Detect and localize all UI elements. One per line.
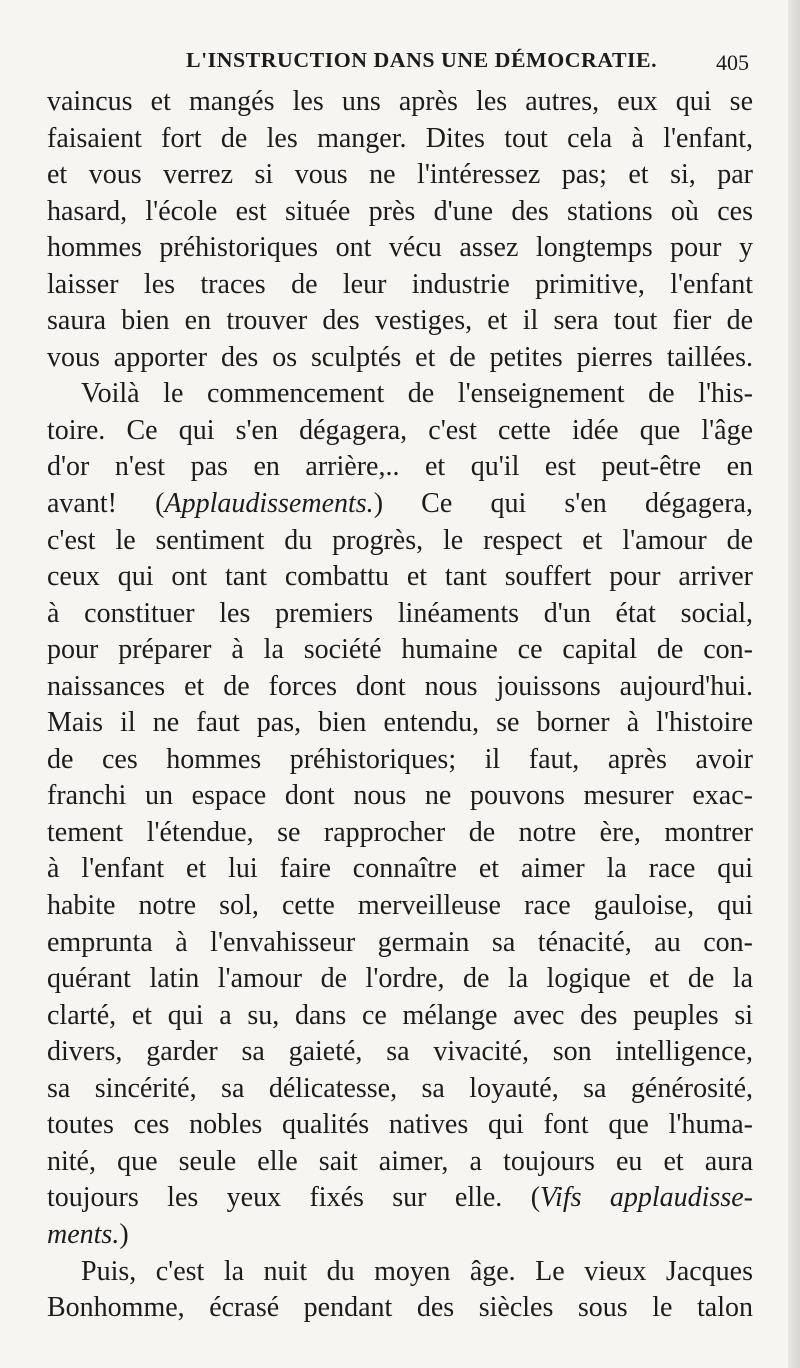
running-title: L'INSTRUCTION DANS UNE DÉMOCRATIE. xyxy=(186,48,658,72)
page-header xyxy=(0,44,800,84)
italic-text: Vifs applaudisse- xyxy=(540,1182,753,1214)
body-text xyxy=(47,84,753,1327)
text-line: quérant latin l'amour de l'ordre, de la logique et de la xyxy=(47,963,753,995)
text-line: habite notre sol, cette merveilleuse race gauloise, qui xyxy=(47,890,753,922)
text-line: saura bien en trouver des vestiges, et il sera tout fier de xyxy=(47,305,753,337)
text-line: Voilà le commencement de l'enseignement de l'his- xyxy=(81,378,753,410)
text-line: d'or n'est pas en arrière,.. et qu'il est peut-être en xyxy=(47,451,753,483)
text-line: c'est le sentiment du progrès, le respect et l'amour de xyxy=(47,524,753,556)
text-line: Bonhomme, écrasé pendant des siècles sous le talon xyxy=(47,1292,753,1324)
text-line: ments.) xyxy=(47,1218,129,1250)
text-line: avant! (Applaudissements.) Ce qui s'en dégagera, xyxy=(47,488,753,520)
italic-text: Applaudissements. xyxy=(164,488,374,520)
text-line: nité, que seule elle sait aimer, a toujours eu et aura xyxy=(47,1145,753,1177)
text-line: laisser les traces de leur industrie primitive, l'enfant xyxy=(47,268,753,300)
text-line: à l'enfant et lui faire connaître et aimer la race qui xyxy=(47,853,753,885)
text-line: naissances et de forces dont nous jouissons aujourd'hui. xyxy=(47,670,753,702)
italic-text: ments. xyxy=(47,1218,120,1250)
text-line: de ces hommes préhistoriques; il faut, après avoir xyxy=(47,743,753,775)
page-number: 405 xyxy=(716,50,749,75)
text-line: toujours les yeux fixés sur elle. (Vifs applaudisse- xyxy=(47,1182,753,1214)
text-line: tement l'étendue, se rapprocher de notre ère, montrer xyxy=(47,816,753,848)
text-line: hommes préhistoriques ont vécu assez longtemps pour y xyxy=(47,232,753,264)
text-line: et vous verrez si vous ne l'intéressez pas; et si, par xyxy=(47,159,753,191)
text-line: vaincus et mangés les uns après les autres, eux qui se xyxy=(47,86,753,117)
text-line: vous apporter des os sculptés et de petites pierres taillées. xyxy=(47,341,753,373)
text-line: à constituer les premiers linéaments d'un état social, xyxy=(47,597,753,629)
text-line: hasard, l'école est située près d'une des stations où ces xyxy=(47,195,753,227)
text-line: Mais il ne faut pas, bien entendu, se borner à l'histoire xyxy=(47,707,753,739)
text-line: pour préparer à la société humaine ce capital de con- xyxy=(47,634,753,666)
text-line: sa sincérité, sa délicatesse, sa loyauté, sa générosité, xyxy=(47,1072,753,1104)
text-line: clarté, et qui a su, dans ce mélange avec des peuples si xyxy=(47,999,753,1031)
page-edge xyxy=(788,0,800,1368)
text-line: Puis, c'est la nuit du moyen âge. Le vieux Jacques xyxy=(81,1255,753,1287)
text-line: toutes ces nobles qualités natives qui font que l'huma- xyxy=(47,1109,753,1141)
text-line: faisaient fort de les manger. Dites tout cela à l'enfant, xyxy=(47,122,753,154)
text-line: divers, garder sa gaieté, sa vivacité, son intelligence, xyxy=(47,1036,753,1068)
text-line: ceux qui ont tant combattu et tant souffert pour arriver xyxy=(47,561,753,593)
text-line: franchi un espace dont nous ne pouvons mesurer exac- xyxy=(47,780,753,812)
text-line: emprunta à l'envahisseur germain sa ténacité, au con- xyxy=(47,926,753,958)
text-line: toire. Ce qui s'en dégagera, c'est cette idée que l'âge xyxy=(47,414,753,446)
